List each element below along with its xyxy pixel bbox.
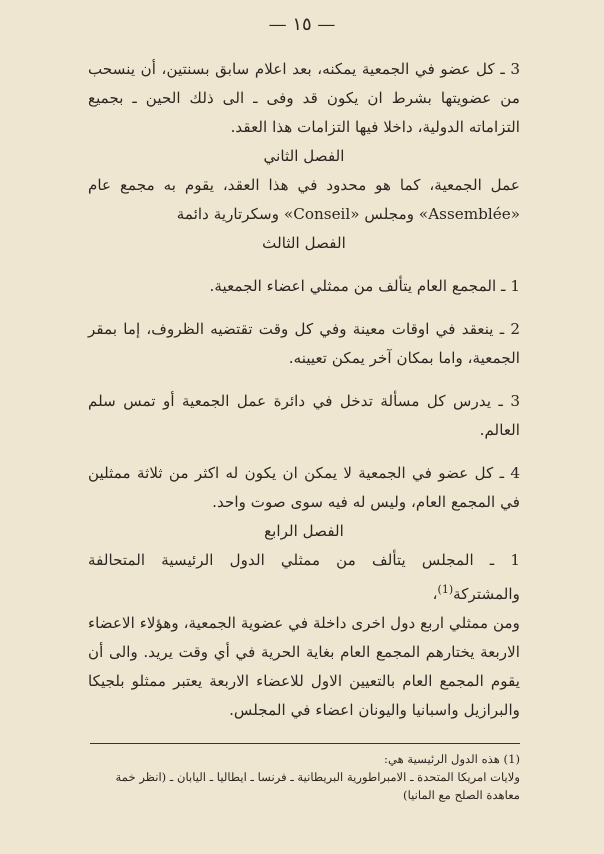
paragraph: 2 ـ ينعقد في اوقات معينة وفي كل وقت تقتضيه الظروف، إما بمقر الجمعية، واما بمكان آخر يمكن تعيينه. bbox=[88, 320, 520, 367]
paragraph: 3 ـ كل عضو في الجمعية يمكنه، بعد اعلام سابق بسنتين، أن ينسحب من عضويتها بشرط ان يكون قد وفى ـ الى ذلك الحين ـ بجميع التزاماته الدولية، داخلا فيها التزامات هذا العقد. bbox=[88, 60, 520, 136]
footnote-divider bbox=[90, 743, 520, 744]
page-body bbox=[88, 55, 520, 725]
punctuation: ، bbox=[432, 585, 438, 604]
section-heading: الفصل الثالث bbox=[262, 234, 346, 252]
paragraph: 4 ـ كل عضو في الجمعية لا يمكن ان يكون له اكثر من ثلاثة ممثلين في المجمع العام، وليس له فيه سوى صوت واحد. bbox=[88, 464, 520, 511]
paragraph: عمل الجمعية، كما هو محدود في هذا العقد، يقوم به مجمع عام «Assemblée» ومجلس «Conseil» وسكرتارية دائمة bbox=[88, 176, 520, 223]
paragraph-with-footnote bbox=[88, 546, 520, 609]
section-heading: الفصل الثاني bbox=[263, 147, 345, 165]
paragraph: 3 ـ يدرس كل مسألة تدخل في دائرة عمل الجمعية أو تمس سلم العالم. bbox=[88, 392, 520, 439]
footnote-marker: (1) bbox=[437, 583, 454, 596]
page-number: — ١٥ — bbox=[268, 14, 336, 35]
section-heading: الفصل الرابع bbox=[264, 522, 344, 540]
footnotes bbox=[90, 750, 520, 804]
paragraph-text: 1 ـ المجلس يتألف من ممثلي الدول الرئيسية المتحالفة والمشتركة bbox=[88, 551, 520, 604]
footnote-line: ولايات امريكا المتحدة ـ الامبراطورية البريطانية ـ فرنسا ـ ايطاليا ـ اليابان ـ (انظر خمة معاهدة الصلح مع المانيا) bbox=[115, 770, 520, 802]
paragraph: ومن ممثلي اربع دول اخرى داخلة في عضوية الجمعية، وهؤلاء الاعضاء الاربعة يختارهم المجمع العام بغاية الحرية في أي وقت يريد. والى أن يقوم المجمع العام بالتعيين الاول للاعضاء الاربعة يعتبر ممثلو بلجيكا والبرازيل واسبانيا واليونان اعضاء في المجلس. bbox=[88, 614, 520, 720]
footnote-line: (1) هذه الدول الرئيسية هي: bbox=[384, 752, 520, 766]
paragraph: 1 ـ المجمع العام يتألف من ممثلي اعضاء الجمعية. bbox=[209, 277, 520, 295]
